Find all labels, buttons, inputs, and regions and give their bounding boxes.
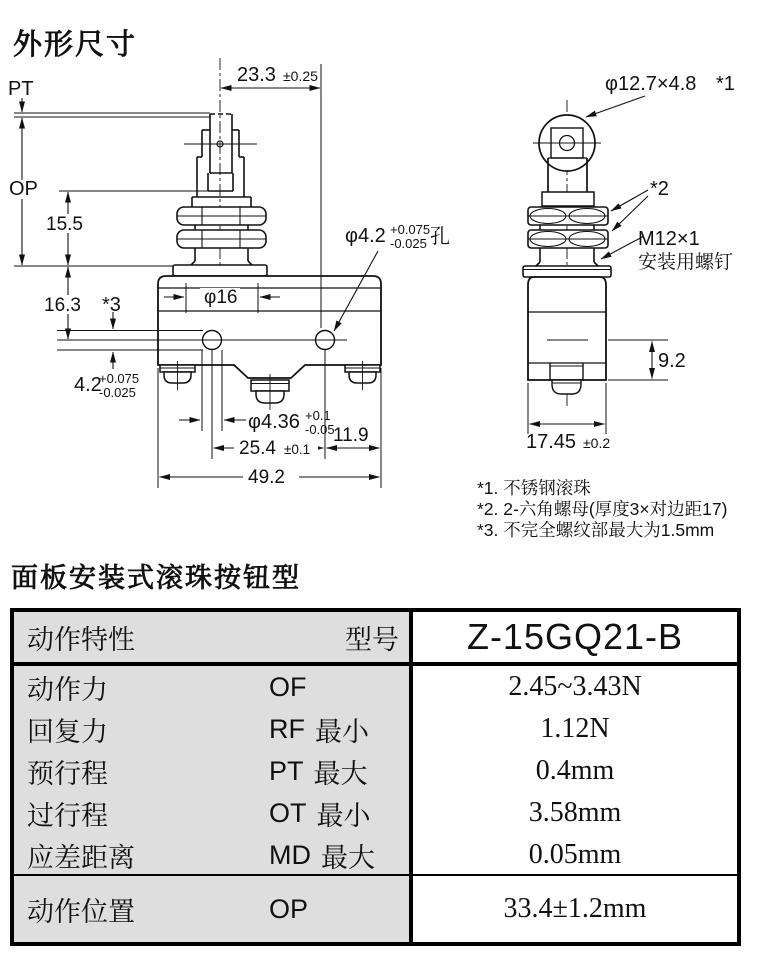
table-footer-label-cell	[14, 876, 413, 942]
drawing-note-3: *3. 不完全螺纹部最大为1.5mm	[477, 520, 715, 540]
row-qualifier: 最小	[315, 716, 369, 747]
dim-49-2: 49.2	[248, 467, 285, 488]
dim-4-2-tol-minus: -0.025	[99, 385, 136, 400]
side-view	[523, 73, 735, 453]
hole-dia-label: φ4.2	[345, 225, 386, 247]
page-title: 外形尺寸	[13, 29, 138, 61]
dim-4-2: 4.2	[74, 374, 102, 396]
model-number: Z-15GQ21-B	[466, 616, 684, 657]
dim-25-4-tol: ±0.1	[284, 442, 311, 457]
note1-ref: *1	[716, 73, 735, 95]
dim-17-45-tol: ±0.2	[583, 435, 611, 451]
note3-ref: *3	[102, 294, 121, 316]
drawing-note-2: *2. 2-六角螺母(厚度3×对边距17)	[477, 499, 728, 519]
row-code: PT	[269, 755, 304, 786]
front-mount-flange	[173, 265, 267, 276]
row-code: OP	[269, 893, 309, 924]
row-code: MD	[269, 839, 311, 870]
mount-thread-label: M12×1	[638, 228, 700, 250]
dim-11-9: 11.9	[333, 425, 369, 446]
side-hex-nuts	[523, 207, 611, 277]
table-row	[27, 750, 409, 792]
drawing-notes	[477, 478, 727, 540]
front-body	[158, 276, 381, 378]
dim-4-36-tol-minus: -0.05	[305, 422, 335, 437]
row-label: 动作位置	[27, 896, 135, 927]
dim-23-3-tol: ±0.25	[283, 68, 318, 84]
row-qualifier: 最大	[321, 842, 375, 873]
dim-pt-label: PT	[8, 78, 34, 100]
dim-17-45: 17.45	[526, 431, 577, 453]
table-row	[27, 792, 409, 834]
table-header-model-cell	[413, 612, 737, 666]
row-value: 2.45~3.43N	[508, 671, 642, 702]
front-plunger	[184, 114, 257, 207]
table-body-labels-cell	[14, 666, 413, 876]
row-value: 0.05mm	[528, 839, 622, 870]
row-label: 动作力	[27, 674, 108, 705]
dim-4-36: φ4.36	[248, 411, 300, 433]
row-label: 过行程	[27, 800, 108, 831]
row-label: 预行程	[27, 758, 108, 789]
table-row	[27, 708, 409, 750]
side-roller-plunger	[533, 115, 601, 206]
dim-15-5: 15.5	[46, 214, 83, 235]
dim-25-4: 25.4	[239, 438, 276, 459]
dim-23-3: 23.3	[237, 64, 276, 86]
dim-9-2: 9.2	[658, 350, 686, 372]
mount-thread-sublabel: 安装用螺钉	[638, 252, 734, 273]
row-code: OF	[269, 671, 307, 702]
spec-table	[10, 608, 741, 946]
row-label: 应差距离	[27, 842, 135, 873]
dim-16-3: 16.3	[44, 295, 81, 316]
row-qualifier: 最小	[316, 800, 371, 831]
front-view	[7, 58, 450, 488]
section-title: 面板安装式滚珠按钮型	[11, 563, 301, 593]
dim-4-36-tol-plus: +0.1	[305, 408, 331, 423]
hole-dia-tol-plus: +0.075	[390, 222, 431, 237]
row-label: 回复力	[27, 716, 108, 747]
side-mount-flange	[523, 266, 611, 277]
row-value: 3.58mm	[528, 797, 622, 828]
drawing-note-1: *1. 不锈钢滚珠	[477, 478, 591, 498]
table-header-left-cell	[14, 612, 413, 666]
hole-dia-suffix: 孔	[430, 226, 450, 248]
row-qualifier: 最大	[313, 758, 368, 789]
row-value: 0.4mm	[535, 755, 615, 786]
row-value: 33.4±1.2mm	[503, 893, 647, 924]
table-body-values-cell	[413, 666, 737, 876]
front-hex-nuts	[173, 207, 267, 276]
row-code: OT	[269, 797, 307, 828]
header-model-label: 型号	[345, 624, 399, 655]
dim-op-label: OP	[9, 178, 38, 200]
dim-phi16: φ16	[204, 287, 238, 308]
roller-dia-label: φ12.7×4.8	[605, 73, 697, 95]
header-characteristics-label: 动作特性	[27, 624, 135, 655]
table-footer-value-cell	[413, 876, 737, 942]
row-code: RF	[269, 713, 305, 744]
table-row	[27, 834, 409, 876]
row-value: 1.12N	[540, 713, 610, 744]
side-body	[528, 277, 606, 394]
table-row	[27, 666, 409, 708]
hole-dia-tol-minus: -0.025	[390, 236, 427, 251]
dim-4-2-tol-plus: +0.075	[99, 371, 140, 386]
note2-ref: *2	[650, 178, 669, 200]
